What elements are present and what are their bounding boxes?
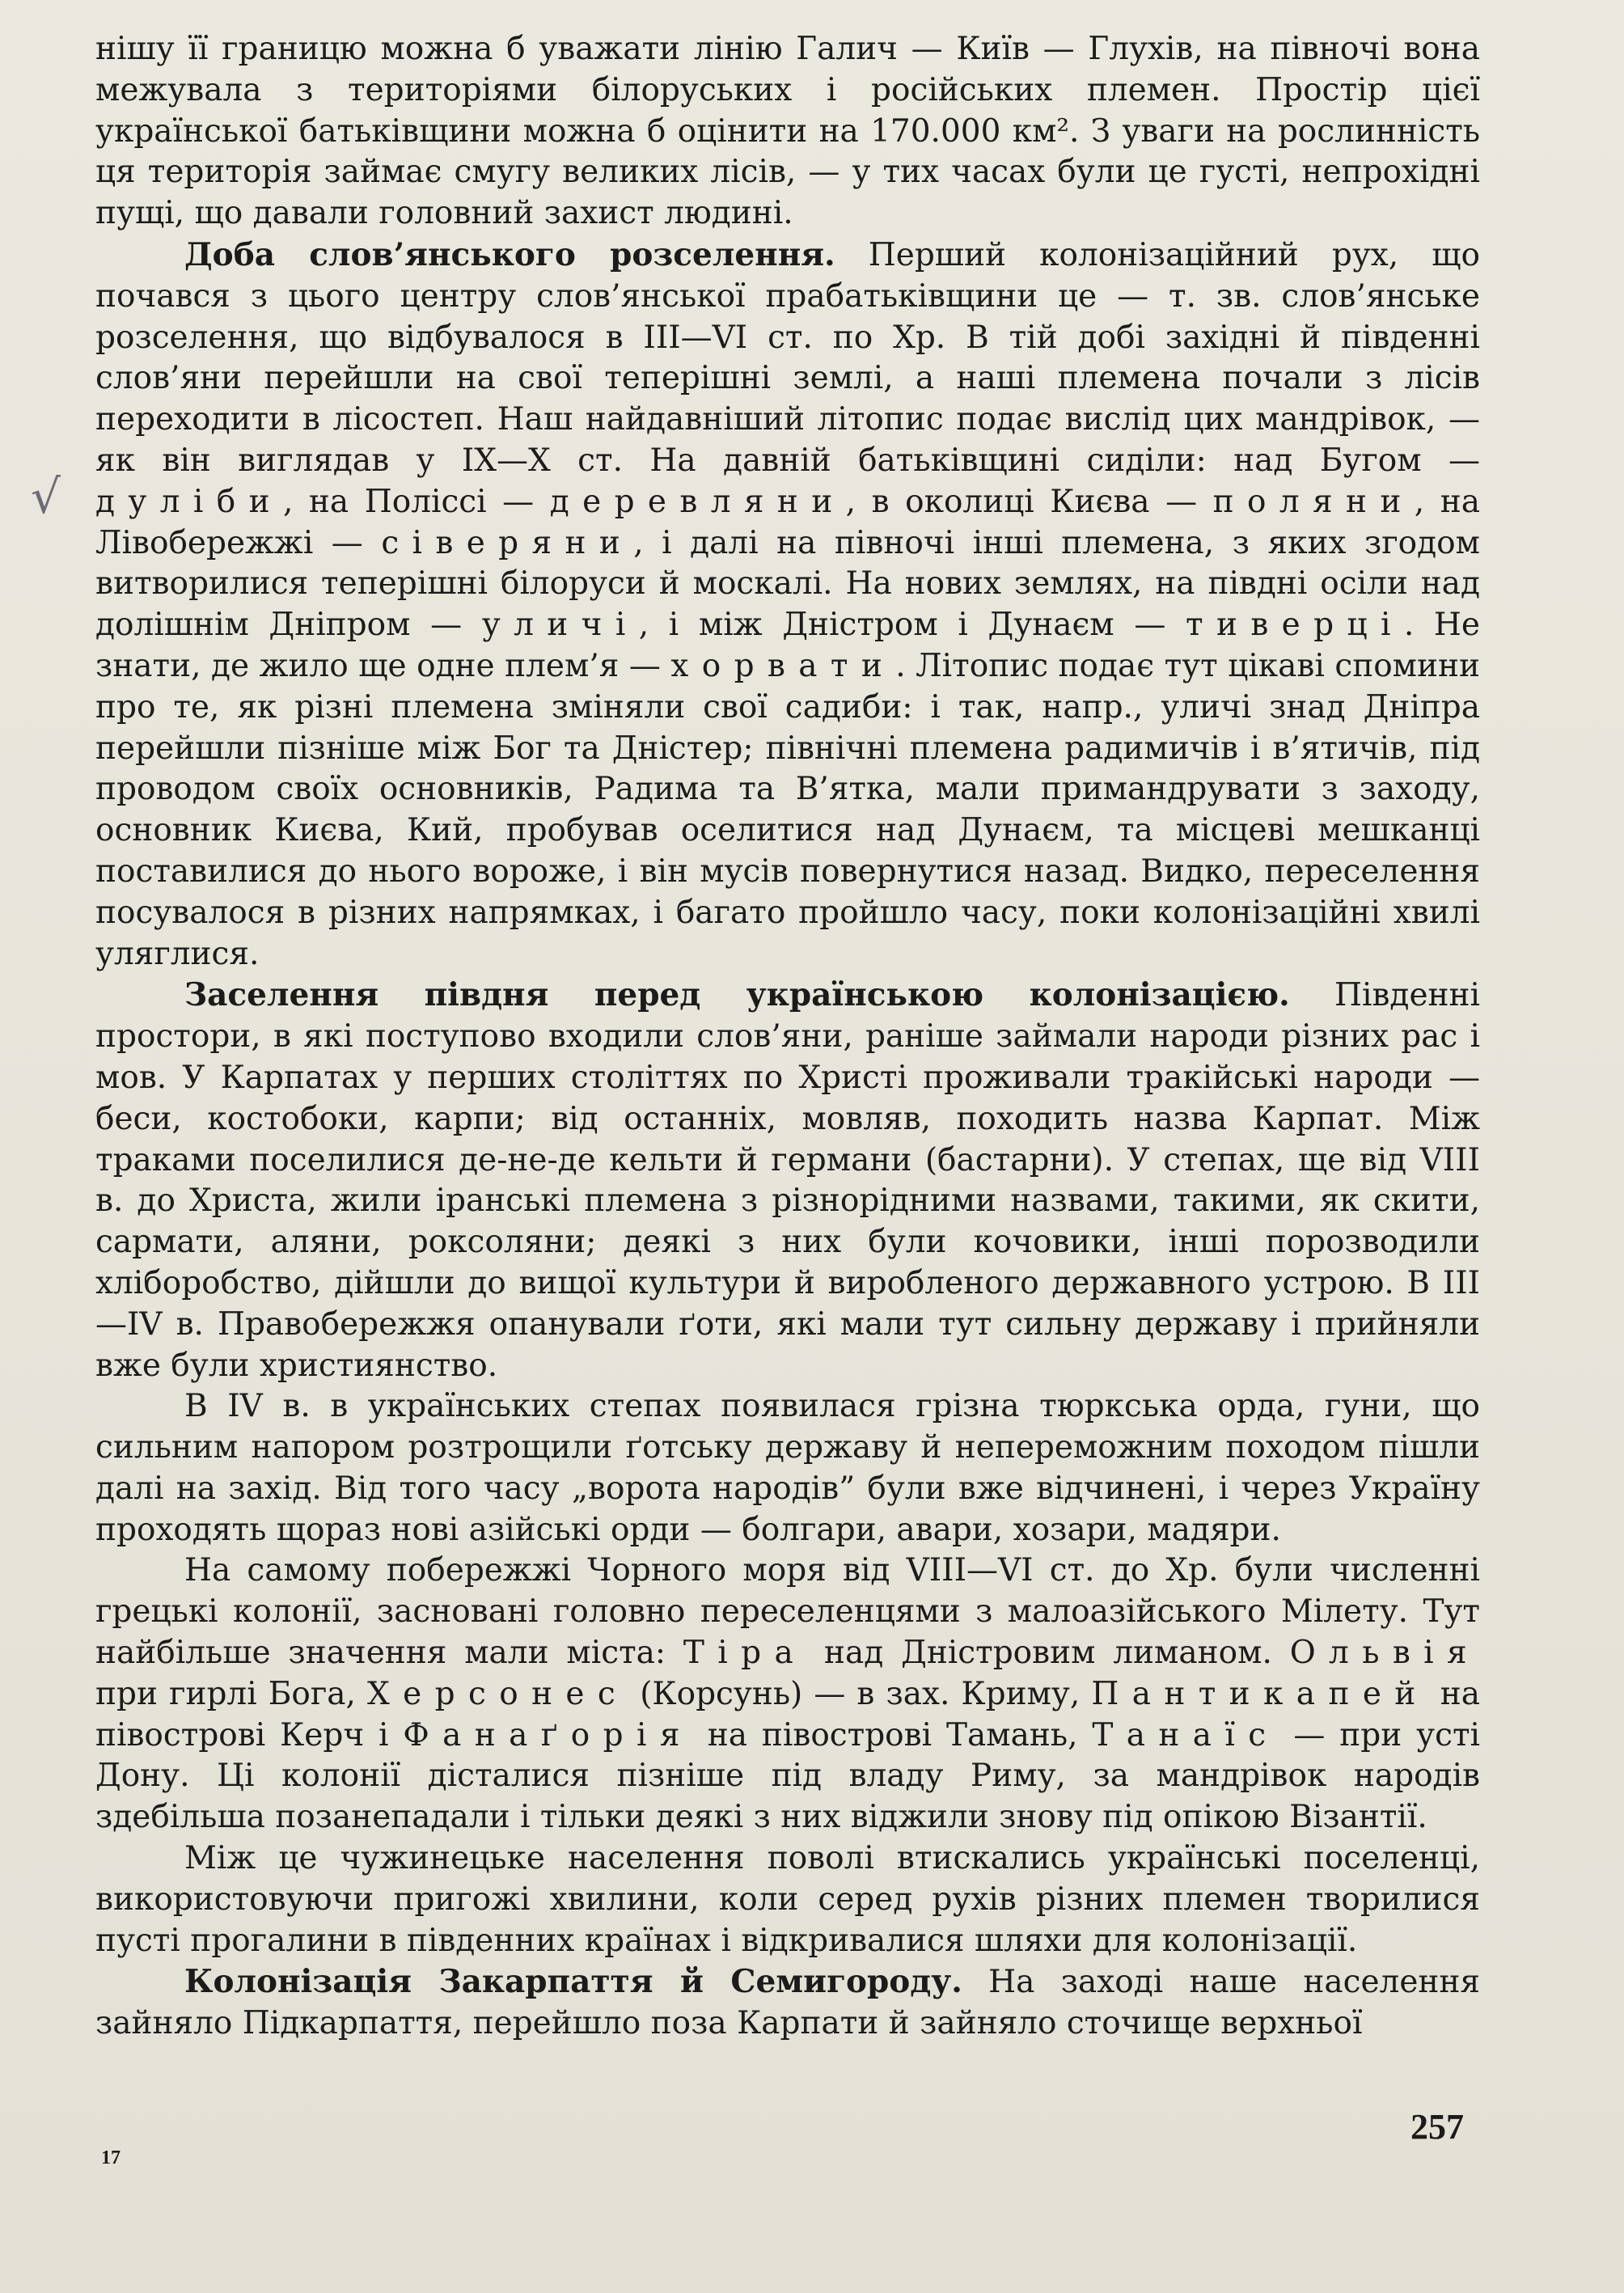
text-run: На самому побережжі Чорного моря від VIII—VI ст. до Хр. були численні грецькі колонії, засновані головно переселенцями з малоазійського Мілету. Тут найбільше значення мали міста: <box>95 1552 1480 1672</box>
text-run: В IV в. в українських степах появилася грізна тюркська орда, гуни, що сильним напором розтрощили ґотську державу й непереможним походом пішли далі на захід. Від того часу „ворота народів” були вже відчинені, і через Україну проходять щораз нові азійські орди — болгари, авари, хозари, мадяри. <box>95 1388 1480 1548</box>
text-run: над Дністровим лиманом. <box>806 1635 1290 1672</box>
spaced-name: Ольвія <box>1289 1635 1480 1672</box>
spaced-name: Танаїс <box>1092 1716 1279 1754</box>
spaced-name: Пантикапей <box>1091 1675 1429 1712</box>
text-run: Південні простори, в які поступово входили слов’яни, раніше займали народи різних рас і мов. У Карпатах у перших століттях по Христі проживали тракійські народи — беси, костобоки, карпи; від останніх, мовляв, походить назва Карпат. Між траками поселилися де-не-де кельти й германи (бастарни). У степах, ще від VIII в. до Христа, жили іранські племена з різнорідними назвами, такими, як скити, сармати, аляни, роксоляни; деякі з них були кочовики, інші порозводили хліборобство, дійшли до вищої культури й виробленого державного устрою. В III—IV в. Правобережжя опанували ґоти, які мали тут сильну державу і прийняли вже були християнство. <box>95 977 1480 1384</box>
paragraph <box>95 1551 1480 1838</box>
text-run: при гирлі Бога, <box>95 1675 368 1712</box>
check-mark-annotation: √ <box>31 469 61 524</box>
text-run: нішу її границю можна б уважати лінію Галич — Київ — Глухів, на півночі вона межувала з територіями білоруських і російських племен. Простір цієї української батьківщини можна б оцінити на 170.000 км². З уваги на рослинність ця територія займає смугу великих лісів, — у тих часах були це густі, непрохідні пущі, що давали головний захист людині. <box>95 31 1480 232</box>
text-run: Між це чужинецьке населення поволі втискались українські поселенці, використовуючи пригожі хвилини, коли серед рухів різних племен творилися пусті прогалини в південних країнах і відкривалися шляхи для колонізації. <box>95 1840 1480 1959</box>
text-run: (Корсунь) — в зах. Криму, <box>628 1675 1092 1712</box>
text-run: . Літопис подає тут цікаві спомини про те, як різні племена зміняли свої садиби: і так, напр., уличі знад Дніпра перейшли пізніше між Бог та Дністер; північні племена радимичів і в’ятичів, під проводом своїх основників, Радима та В’ятка, мали примандрувати з заходу, основник Києва, Кий, пробував оселитися над Дунаєм, та місцеві мешканці поставилися до нього вороже, і він мусів повернутися назад. Видко, переселення посувалося в різних напрямках, і багато пройшло часу, поки колонізаційні хвилі уляглися. <box>95 647 1480 972</box>
section-heading: Заселення півдня перед українською колонізацією. <box>184 976 1290 1014</box>
text-run: , і далі на півночі інші племена, з яких згодом витворилися теперішні білоруси й москалі. На нових землях, на півдні осіли над долішнім Дніпром — <box>95 524 1480 644</box>
spaced-name: уличі <box>481 607 639 644</box>
text-run: — при усті Дону. Ці колонії дісталися пізніше під владу Риму, за мандрівок народів здебільша позанепадали і тільки деякі з них віджили знову під опікою Візантії. <box>95 1716 1481 1836</box>
signature-mark: 17 <box>101 2147 121 2168</box>
paragraph <box>95 235 1480 975</box>
spaced-name: Фанаґорія <box>403 1716 693 1754</box>
spaced-name: хорвати <box>670 647 896 684</box>
paragraph <box>95 1386 1480 1551</box>
spaced-name: Тіра <box>683 1635 807 1672</box>
text-run: , на Поліссі — <box>282 483 550 520</box>
section-heading: Колонізація Закарпаття й Семигороду. <box>184 1963 962 2001</box>
spaced-name: сіверяни <box>381 524 634 561</box>
page-number: 257 <box>1410 2107 1464 2147</box>
paragraph <box>95 975 1480 1386</box>
spaced-name: тиверці <box>1186 607 1404 644</box>
text-run: . Не знати, де жило ще одне плем’я — <box>95 607 1480 684</box>
text-run: , в околиці Києва — <box>845 483 1213 520</box>
paragraph <box>95 1838 1480 1961</box>
text-run: Перший колонізаційний рух, що почався з цього центру слов’янської прабатьківщини це — т. зв. слов’янське розселення, що відбувалося в III—VI ст. по Хр. В тій добі західні й південні слов’яни перейшли на свої теперішні землі, а наші племена почали з лісів переходити в лісостеп. Наш найдавніший літопис подає вислід цих мандрівок, — як він виглядав у IX—X ст. На давній батьківщині сиділи: над Бугом — <box>95 236 1481 479</box>
text-run: , і між Дністром і Дунаєм — <box>638 607 1186 644</box>
text-run: на півострові Керч і <box>95 1675 1480 1754</box>
text-run: на півострові Тамань, <box>692 1716 1093 1754</box>
spaced-name: поляни <box>1212 483 1415 520</box>
paragraph <box>95 29 1480 235</box>
spaced-name: Херсонес <box>367 1675 629 1712</box>
paragraph <box>95 1961 1480 2045</box>
spaced-name: дуліби <box>95 483 283 520</box>
section-heading: Доба слов’янського розселення. <box>184 235 835 273</box>
page-text <box>95 29 1480 2045</box>
text-run: , на Лівобережжі — <box>95 483 1480 561</box>
text-run: На заході наше населення зайняло Підкарпаття, перейшло поза Карпати й зайняло сточище верхньої <box>95 1964 1480 2042</box>
spaced-name: деревляни <box>549 483 846 520</box>
